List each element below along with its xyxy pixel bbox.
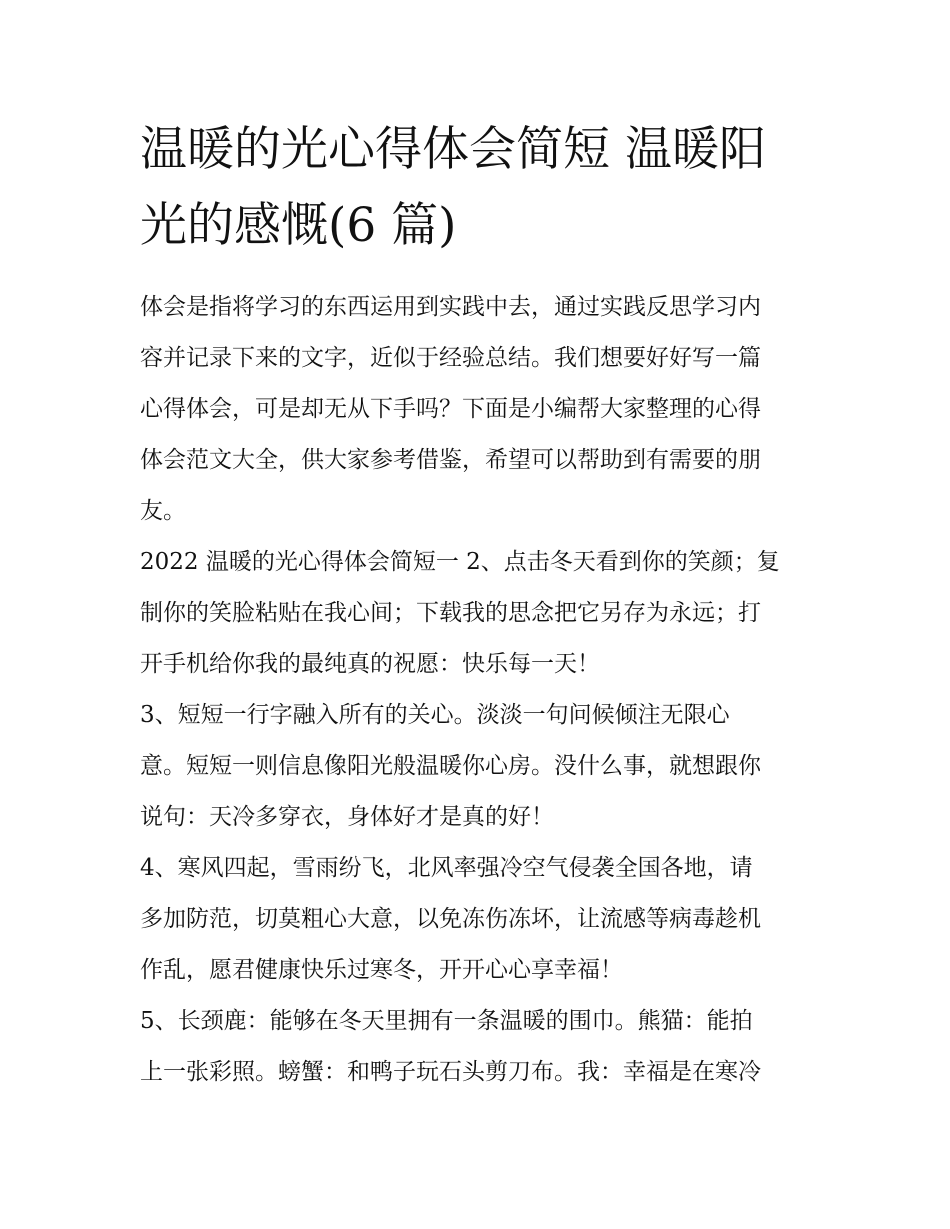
body-line: 3、短短一行字融入所有的关心。淡淡一句问候倾注无限心 <box>140 702 730 728</box>
body-line: 2022 温暖的光心得体会简短一 2、点击冬天看到你的笑颜；复 <box>140 549 780 575</box>
body-line: 上一张彩照。螃蟹：和鸭子玩石头剪刀布。我：幸福是在寒冷 <box>140 1059 761 1085</box>
title-line-2: 光的感慨(6 篇) <box>140 198 457 253</box>
title-line-1: 温暖的光心得体会简短 温暖阳 <box>140 122 766 177</box>
body-line: 体会是指将学习的东西运用到实践中去，通过实践反思学习内 <box>140 294 761 320</box>
body-line: 开手机给你我的最纯真的祝愿：快乐每一天！ <box>140 651 600 677</box>
body-line: 意。短短一则信息像阳光般温暖你心房。没什么事，就想跟你 <box>140 753 761 779</box>
body-line: 制你的笑脸粘贴在我心间；下载我的思念把它另存为永远；打 <box>140 600 761 626</box>
body-line: 作乱，愿君健康快乐过寒冬，开开心心享幸福！ <box>140 957 623 983</box>
document-body <box>140 282 812 1098</box>
body-line: 友。 <box>140 498 186 524</box>
body-line: 5、长颈鹿：能够在冬天里拥有一条温暖的围巾。熊猫：能拍 <box>140 1008 753 1034</box>
document-page <box>140 112 812 1098</box>
body-line: 4、寒风四起，雪雨纷飞，北风率强冷空气侵袭全国各地，请 <box>140 855 753 881</box>
body-line: 多加防范，切莫粗心大意，以免冻伤冻坏，让流感等病毒趁机 <box>140 906 761 932</box>
body-line: 体会范文大全，供大家参考借鉴，希望可以帮助到有需要的朋 <box>140 447 761 473</box>
body-line: 说句：天冷多穿衣，身体好才是真的好！ <box>140 804 554 830</box>
document-title <box>140 112 812 264</box>
body-line: 容并记录下来的文字，近似于经验总结。我们想要好好写一篇 <box>140 345 761 371</box>
body-line: 心得体会，可是却无从下手吗？下面是小编帮大家整理的心得 <box>140 396 761 422</box>
